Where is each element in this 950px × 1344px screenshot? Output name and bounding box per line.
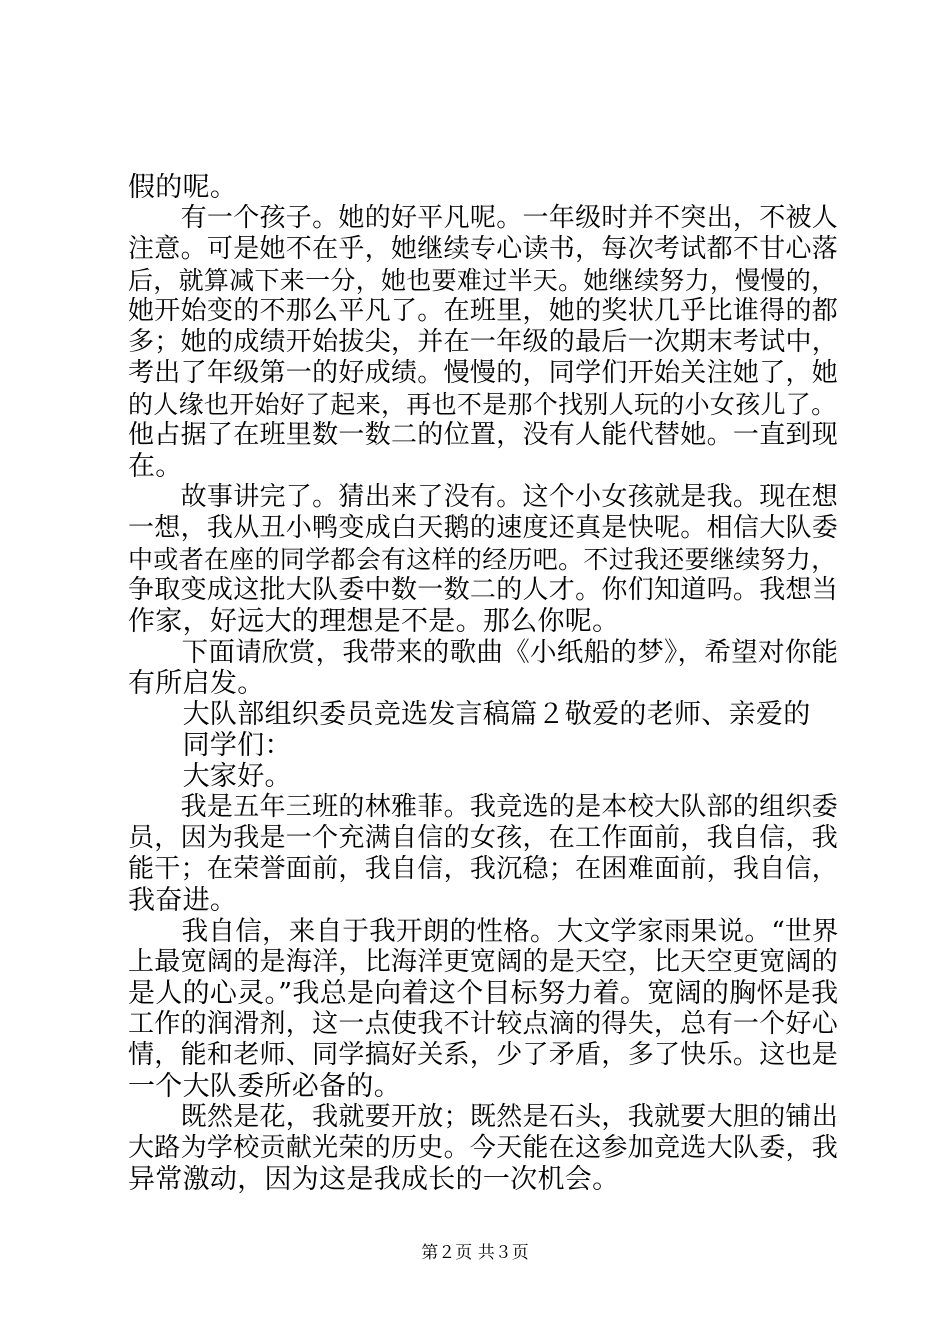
text-line: 大家好。 bbox=[128, 761, 292, 792]
text-line: 员，因为我是一个充满自信的女孩，在工作面前，我自信，我 bbox=[128, 823, 839, 853]
text-line: 一想，我从丑小鸭变成白天鹅的速度还真是快呢。相信大队委 bbox=[128, 513, 839, 543]
text-line: 假的呢。 bbox=[128, 172, 238, 203]
text-line: 在。 bbox=[128, 451, 183, 482]
text-line: 我是五年三班的林雅菲。我竞选的是本校大队部的组织委 bbox=[128, 792, 839, 822]
text-line: 下面请欣赏，我带来的歌曲《小纸船的梦》，希望对你能 bbox=[128, 637, 839, 668]
text-line: 故事讲完了。猜出来了没有。这个小女孩就是我。现在想 bbox=[128, 482, 839, 512]
text-line: 是人的心灵。”我总是向着这个目标努力着。宽阔的胸怀是我 bbox=[128, 978, 839, 1009]
text-line: 后，就算减下来一分，她也要难过半天。她继续努力，慢慢的， bbox=[128, 266, 837, 295]
document-body bbox=[128, 172, 840, 1195]
text-line: 有一个孩子。她的好平凡呢。一年级时并不突出，不被人 bbox=[128, 203, 839, 233]
text-line: 能干；在荣誉面前，我自信，我沉稳；在困难面前，我自信， bbox=[128, 854, 839, 884]
text-line: 多；她的成绩开始拔尖，并在一年级的最后一次期末考试中， bbox=[128, 327, 839, 357]
text-line: 一个大队委所必备的。 bbox=[128, 1071, 401, 1102]
text-line: 他占据了在班里数一数二的位置，没有人能代替她。一直到现 bbox=[128, 420, 839, 450]
text-line: 既然是花，我就要开放；既然是石头，我就要大胆的铺出 bbox=[128, 1102, 839, 1132]
text-line: 作家，好远大的理想是不是。那么你呢。 bbox=[128, 606, 620, 637]
text-line: 异常激动，因为这是我成长的一次机会。 bbox=[128, 1164, 620, 1195]
text-line: 情，能和老师、同学搞好关系，少了矛盾，多了快乐。这也是 bbox=[128, 1040, 839, 1070]
text-line: 同学们： bbox=[128, 730, 292, 761]
text-line: 注意。可是她不在乎，她继续专心读书，每次考试都不甘心落 bbox=[128, 234, 839, 264]
text-line: 考出了年级第一的好成绩。慢慢的，同学们开始关注她了，她 bbox=[128, 358, 839, 388]
text-line: 大路为学校贡献光荣的历史。今天能在这参加竞选大队委，我 bbox=[128, 1133, 839, 1163]
text-line: 我奋进。 bbox=[128, 885, 238, 916]
text-line: 工作的润滑剂，这一点使我不计较点滴的得失，总有一个好心 bbox=[128, 1009, 839, 1039]
text-line: 的人缘也开始好了起来，再也不是那个找别人玩的小女孩儿了。 bbox=[128, 390, 837, 419]
text-line: 大队部组织委员竞选发言稿篇２敬爱的老师、亲爱的 bbox=[128, 699, 811, 730]
text-line: 我自信，来自于我开朗的性格。大文学家雨果说。“世界 bbox=[128, 916, 839, 947]
text-line: 有所启发。 bbox=[128, 668, 265, 699]
text-line: 上最宽阔的是海洋，比海洋更宽阔的是天空，比天空更宽阔的 bbox=[128, 947, 839, 977]
text-line: 争取变成这批大队委中数一数二的人才。你们知道吗。我想当 bbox=[128, 575, 839, 605]
text-line: 中或者在座的同学都会有这样的经历吧。不过我还要继续努力， bbox=[128, 545, 837, 574]
page-footer: 第２页 共３页 bbox=[421, 1243, 529, 1263]
text-line: 她开始变的不那么平凡了。在班里，她的奖状几乎比谁得的都 bbox=[128, 296, 839, 326]
